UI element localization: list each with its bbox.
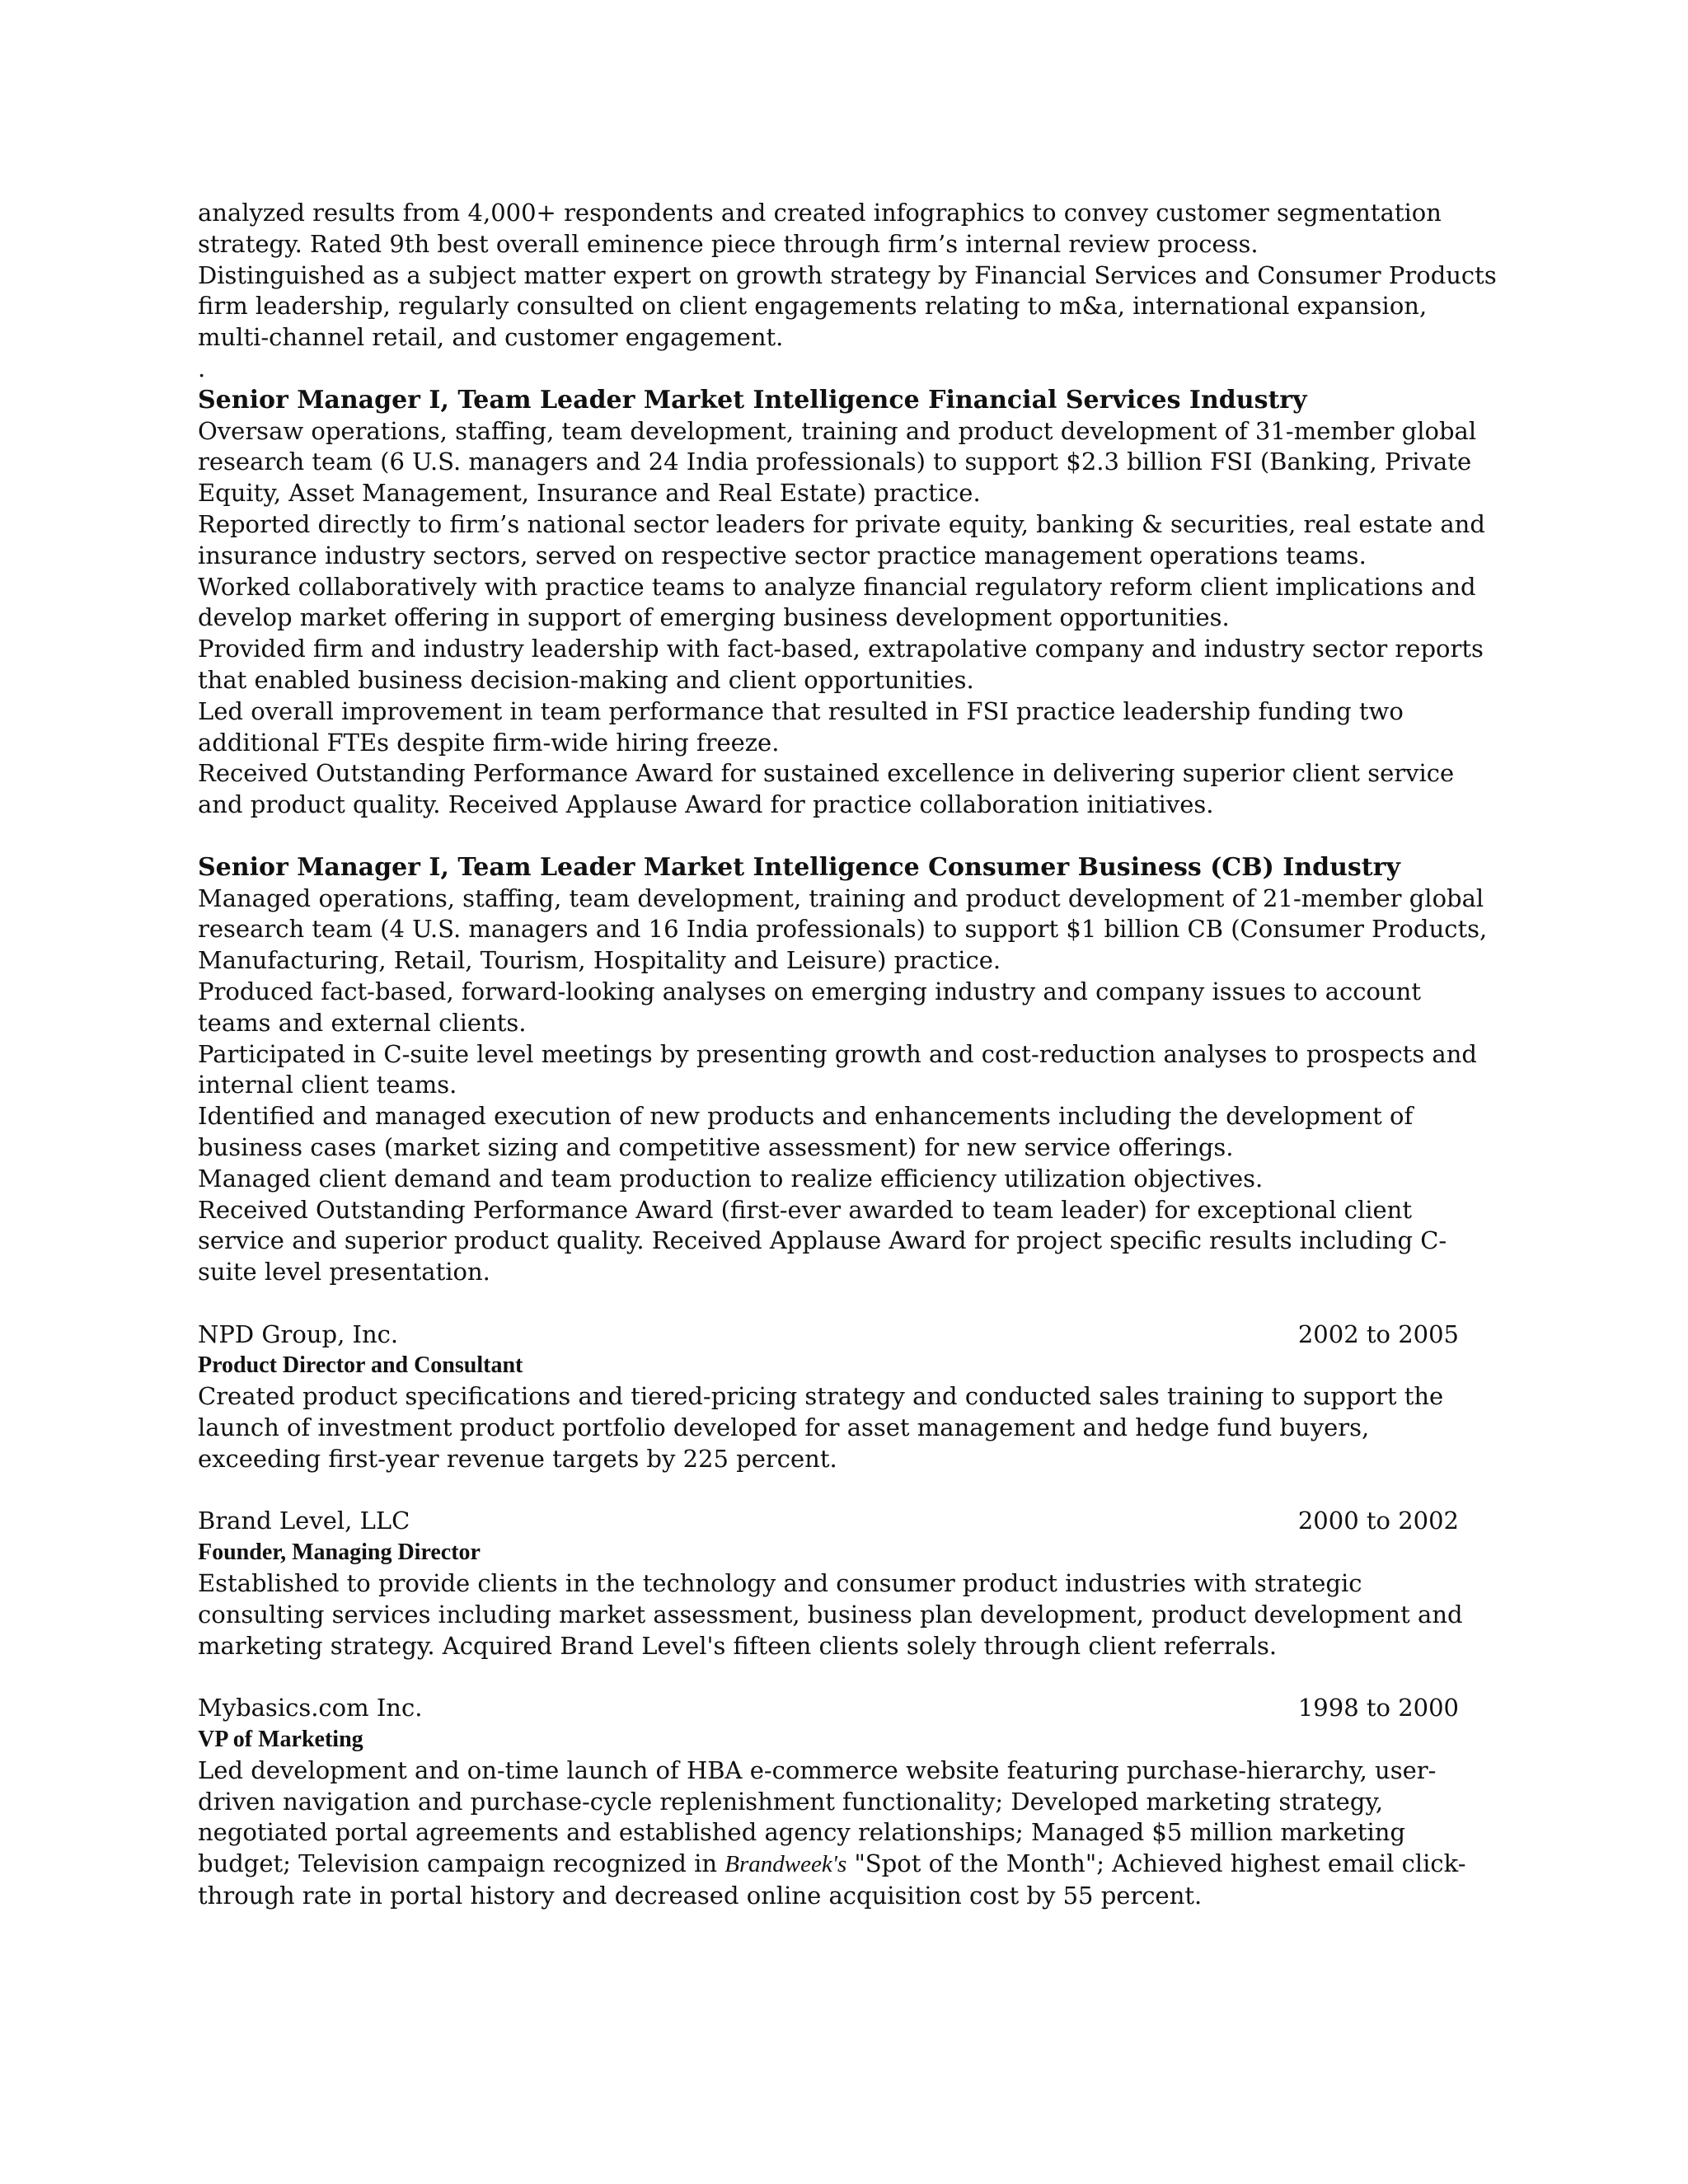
job-dates: 2000 to 2002 (1297, 1507, 1459, 1535)
bullet-line: research team (4 U.S. managers and 16 India professionals) to support $1 billion CB (Consumer Products, (198, 915, 1488, 944)
bullet-line: internal client teams. (198, 1071, 457, 1099)
bullet-line: Identified and managed execution of new products and enhancements including the development of (198, 1102, 1414, 1131)
job-header (198, 1506, 1459, 1537)
bullet-line: Worked collaboratively with practice teams to analyze financial regulatory reform client implications and (198, 572, 1476, 601)
bullet-line: Provided firm and industry leadership with fact-based, extrapolative company and industry sector reports (198, 635, 1484, 663)
spacer (198, 1661, 1500, 1693)
job-header (198, 1319, 1459, 1351)
bullet-line: Oversaw operations, staffing, team development, training and product development of 31-member global (198, 416, 1477, 445)
job-desc-line: negotiated portal agreements and established agency relationships; Managed $5 million marketing (198, 1818, 1406, 1847)
intro-line: . (198, 354, 206, 382)
job-desc-line: driven navigation and purchase-cycle replenishment functionality; Developed marketing strategy, (198, 1787, 1384, 1816)
intro-line: firm leadership, regularly consulted on client engagements relating to m&a, international expansion, (198, 292, 1428, 321)
bullet-line: Received Outstanding Performance Award (first-ever awarded to team leader) for exceptional client (198, 1195, 1412, 1224)
job-desc-line: Created product specifications and tiered-pricing strategy and conducted sales training to support the (198, 1382, 1444, 1411)
job-title: Founder, Managing Director (198, 1540, 481, 1566)
bullet-line: insurance industry sectors, served on respective sector practice management operations teams. (198, 541, 1367, 569)
section-heading: Senior Manager I, Team Leader Market Intelligence Financial Services Industry (198, 385, 1307, 415)
bullet-line: business cases (market sizing and competitive assessment) for new service offerings. (198, 1132, 1234, 1161)
bullet-line: Led overall improvement in team performance that resulted in FSI practice leadership funding two (198, 696, 1404, 725)
bullet-line: teams and external clients. (198, 1008, 527, 1037)
job-mybasics (198, 1693, 1500, 1912)
job-title: VP of Marketing (198, 1727, 363, 1753)
intro-line: analyzed results from 4,000+ respondents and created infographics to convey customer segmentation (198, 199, 1442, 227)
job-header (198, 1693, 1459, 1724)
company-name: Mybasics.com Inc. (198, 1694, 423, 1722)
bullet-line: additional FTEs despite firm-wide hiring freeze. (198, 728, 780, 757)
intro-line: multi-channel retail, and customer engagement. (198, 323, 784, 352)
job-desc-line: exceeding first-year revenue targets by 225 percent. (198, 1444, 837, 1473)
spacer (198, 821, 1500, 852)
bullet-line: that enabled business decision-making and client opportunities. (198, 665, 974, 694)
bullet-line: Produced fact-based, forward-looking analyses on emerging industry and company issues to account (198, 977, 1421, 1005)
job-dates: 1998 to 2000 (1297, 1694, 1459, 1722)
section-cb (198, 852, 1500, 1288)
bullet-line: suite level presentation. (198, 1258, 490, 1286)
intro-block (198, 198, 1500, 385)
intro-line: Distinguished as a subject matter expert on growth strategy by Financial Services and Consumer Products (198, 260, 1497, 289)
job-desc-line (198, 1849, 1500, 1881)
bullet-line: Reported directly to firm’s national sector leaders for private equity, banking & securities, real estate and (198, 509, 1485, 538)
section-heading: Senior Manager I, Team Leader Market Intelligence Consumer Business (CB) Industry (198, 852, 1400, 882)
bullet-line: Manufacturing, Retail, Tourism, Hospitality and Leisure) practice. (198, 946, 1001, 975)
text-run: "Spot of the Month"; Achieved highest email click- (846, 1849, 1466, 1878)
job-desc-line: Led development and on-time launch of HBA e-commerce website featuring purchase-hierarchy, user- (198, 1755, 1437, 1784)
job-desc-line: consulting services including market assessment, business plan development, product development and (198, 1600, 1463, 1629)
resume-page (198, 198, 1500, 1912)
job-title: Product Director and Consultant (198, 1352, 523, 1379)
bullet-line: Equity, Asset Management, Insurance and Real Estate) practice. (198, 479, 981, 508)
bullet-line: develop market offering in support of emerging business development opportunities. (198, 603, 1230, 632)
section-fsi (198, 385, 1500, 821)
job-desc-line: launch of investment product portfolio developed for asset management and hedge fund buyers, (198, 1413, 1370, 1442)
intro-line: strategy. Rated 9th best overall eminence piece through firm’s internal review process. (198, 229, 1259, 258)
job-desc-line: Established to provide clients in the technology and consumer product industries with strategic (198, 1569, 1362, 1598)
bullet-line: Received Outstanding Performance Award for sustained excellence in delivering superior client service (198, 759, 1455, 788)
spacer (198, 1288, 1500, 1319)
bullet-line: service and superior product quality. Received Applause Award for project specific results including C- (198, 1226, 1447, 1255)
company-name: NPD Group, Inc. (198, 1319, 399, 1348)
job-desc-line: marketing strategy. Acquired Brand Level's fifteen clients solely through client referrals. (198, 1631, 1278, 1660)
spacer (198, 1475, 1500, 1507)
job-npd (198, 1319, 1500, 1475)
company-name: Brand Level, LLC (198, 1507, 410, 1535)
bullet-line: Managed client demand and team production to realize efficiency utilization objectives. (198, 1164, 1264, 1193)
bullet-line: Managed operations, staffing, team development, training and product development of 21-member global (198, 883, 1484, 912)
bullet-line: Participated in C-suite level meetings by presenting growth and cost-reduction analyses to prospects and (198, 1039, 1477, 1068)
job-dates: 2002 to 2005 (1297, 1319, 1459, 1348)
publication-name: Brandweek's (724, 1851, 847, 1878)
bullet-line: research team (6 U.S. managers and 24 India professionals) to support $2.3 billion FSI (Banking, Private (198, 448, 1472, 476)
text-run: budget; Television campaign recognized in (198, 1849, 725, 1878)
job-brand-level (198, 1506, 1500, 1661)
bullet-line: and product quality. Received Applause Award for practice collaboration initiatives. (198, 790, 1214, 819)
job-desc-line: through rate in portal history and decreased online acquisition cost by 55 percent. (198, 1882, 1203, 1910)
